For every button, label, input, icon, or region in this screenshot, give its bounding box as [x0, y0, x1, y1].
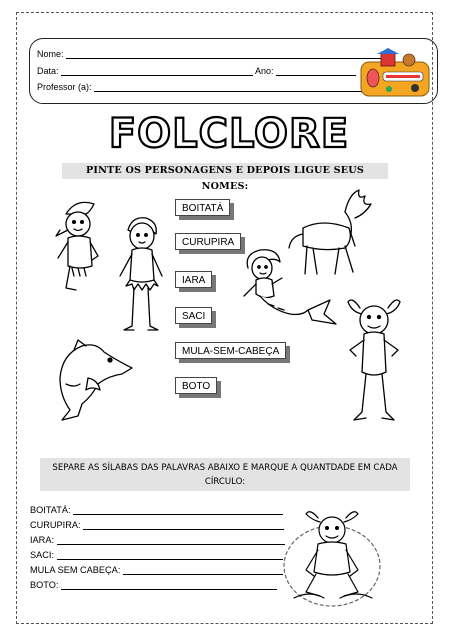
headless-mule-drawing-icon[interactable]: [283, 188, 381, 280]
svg-text:FOLCLORE: FOLCLORE: [108, 111, 350, 157]
date-field[interactable]: [37, 66, 356, 76]
color-instruction: PINTE OS PERSONAGENS E DEPOIS LIGUE SEUS NOMES:: [62, 163, 388, 179]
name-line: [66, 49, 382, 59]
teacher-field[interactable]: [37, 82, 384, 92]
date-label: Data:: [37, 66, 59, 76]
saci-drawing-icon[interactable]: [46, 196, 116, 306]
name-field[interactable]: [37, 49, 382, 59]
answer-line: [123, 565, 283, 575]
year-line: [276, 66, 356, 76]
syllable-line-iara[interactable]: [30, 535, 285, 547]
answer-line: [83, 520, 284, 530]
syllable-line-curupira[interactable]: [30, 520, 284, 532]
name-box-boto[interactable]: BOTO: [175, 377, 217, 394]
name-box-mula[interactable]: MULA-SEM-CABEÇA: [175, 342, 286, 359]
syllable-line-mula[interactable]: [30, 565, 283, 577]
name-box-iara[interactable]: IARA: [175, 271, 212, 288]
syllable-line-boitata[interactable]: [30, 505, 283, 517]
date-line: [61, 66, 253, 76]
syllable-label: IARA:: [30, 535, 54, 545]
answer-line: [73, 505, 283, 515]
syllable-label: BOITATÁ:: [30, 505, 71, 515]
name-label: Nome:: [37, 49, 64, 59]
dolphin-drawing-icon[interactable]: [52, 338, 140, 424]
syllable-instruction: [40, 458, 410, 491]
name-box-curupira[interactable]: CURUPIRA: [175, 233, 241, 250]
syllable-line-boto[interactable]: [30, 580, 277, 592]
name-box-saci[interactable]: SACI: [175, 307, 212, 324]
name-box-boitata[interactable]: BOITATÁ: [175, 199, 230, 216]
syllable-label: CURUPIRA:: [30, 520, 81, 530]
syllable-label: MULA SEM CABEÇA:: [30, 565, 121, 575]
cartoon-school-logo-icon: [359, 48, 431, 100]
horned-creature-sitting-drawing-icon: [280, 506, 384, 610]
teacher-line: [94, 82, 384, 92]
syllable-line-saci[interactable]: [30, 550, 283, 562]
syllable-label: BOTO:: [30, 580, 59, 590]
year-label: Ano:: [255, 66, 274, 76]
syllable-label: SACI:: [30, 550, 54, 560]
syllable-instruction-line2: CÍRCULO:: [204, 477, 246, 487]
syllable-instruction-line1: SEPARE AS SÍLABAS DAS PALAVRAS ABAIXO E MARQUE A QUANTDADE EM CADA: [52, 463, 398, 473]
answer-line: [57, 550, 283, 560]
teacher-label: Professor (a):: [37, 82, 92, 92]
answer-line: [61, 580, 277, 590]
horned-creature-drawing-icon[interactable]: [342, 294, 408, 428]
page-title: [108, 110, 350, 157]
answer-line: [57, 535, 285, 545]
curupira-drawing-icon[interactable]: [112, 214, 172, 344]
